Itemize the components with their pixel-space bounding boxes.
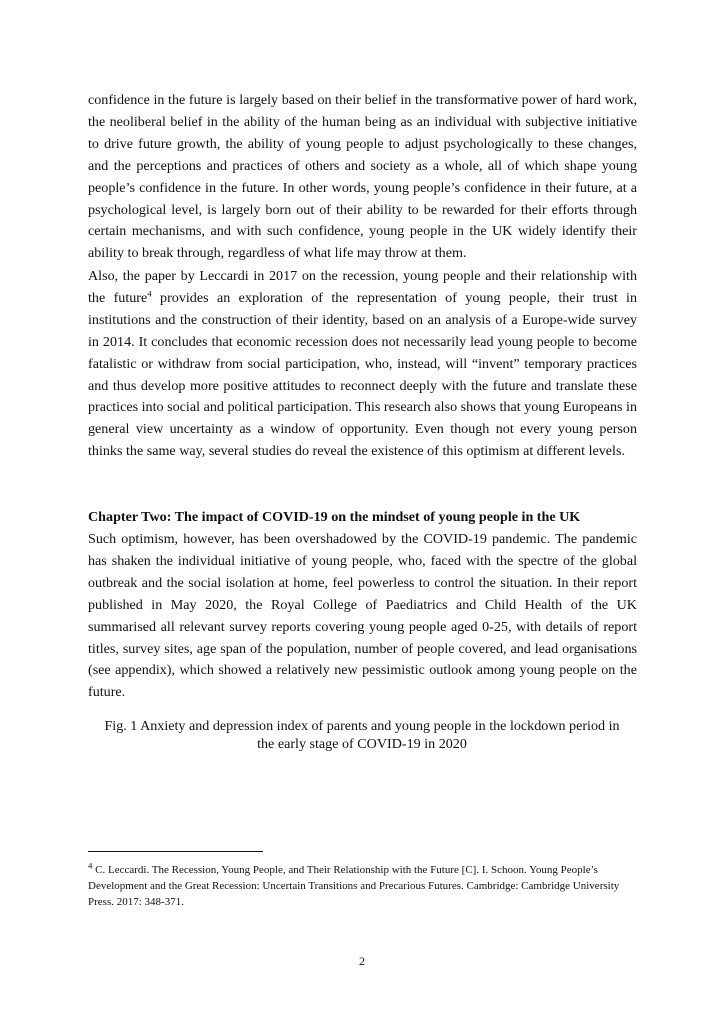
paragraph-confidence: confidence in the future is largely based on their belief in the transformative power of hard work, the neoliberal belief in the ability of the human being as an individual with subjective initiative to drive future growth, the ability of young people to adjust psychologically to these changes, and the perceptions and practices of others and society as a whole, all of which shape young people’s confidence in the future. In other words, young people’s confidence in their future, at a psychological level, is largely born out of their ability to be rewarded for their efforts through certain mechanisms, and with such confidence, young people in the UK widely identify their ability to break through, regardless of what life may throw at them. bbox=[88, 92, 637, 262]
figure-caption-line-2: the early stage of COVID-19 in 2020 bbox=[257, 736, 467, 752]
paragraph-leccardi-end: provides an exploration of the representation of young people, their trust in institutions and the construction of their identity, based on an analysis of a Europe-wide survey in 2014. It concludes that economic recession does not necessarily lead young people to become fatalistic or withdraw from social participation, who, instead, will “invent” temporary practices and thus develop more positive attitudes to reconnect deeply with the future and translate these practices into social and political participation. This research also shows that young Europeans in general view uncertainty as a window of opportunity. Even though not every young person thinks the same way, several studies do reveal the existence of this optimism at different levels. bbox=[88, 289, 637, 460]
footnote-reference[interactable]: 4 bbox=[147, 288, 152, 299]
footnote-text: C. Leccardi. The Recession, Young People, and Their Relationship with the Future [C]. I. Schoon. Young People’s Development and the Great Recession: Uncertain Transitions and Precarious Futures. Cambridge: Cambridge University Press. 2017: 348-371. bbox=[88, 864, 620, 908]
footnote-separator bbox=[88, 851, 263, 852]
footnote bbox=[88, 862, 638, 910]
chapter-heading: Chapter Two: The impact of COVID-19 on the mindset of young people in the UK bbox=[88, 509, 581, 525]
paragraph-leccardi bbox=[88, 266, 637, 463]
paragraph-leccardi-start: Also, the paper by Leccardi in 2017 on the recession, young people and their relationship with the future bbox=[88, 268, 637, 306]
paragraph-covid-impact: Such optimism, however, has been overshadowed by the COVID-19 pandemic. The pandemic has shaken the individual initiative of young people, who, faced with the spectre of the global outbreak and the social isolation at home, feel powerless to control the situation. In their report published in May 2020, the Royal College of Paediatrics and Child Health of the UK summarised all relevant survey reports covering young people aged 0-25, with details of report titles, survey sites, age span of the population, number of people covered, and lead organisations (see appendix), which showed a relatively new pessimistic outlook among young people on the future. bbox=[88, 531, 637, 701]
figure-caption-line-1: Fig. 1 Anxiety and depression index of parents and young people in the lockdown period in bbox=[104, 718, 620, 734]
figure-caption bbox=[80, 717, 644, 753]
page-number: 2 bbox=[359, 954, 365, 968]
footnote-marker: 4 bbox=[88, 860, 93, 871]
